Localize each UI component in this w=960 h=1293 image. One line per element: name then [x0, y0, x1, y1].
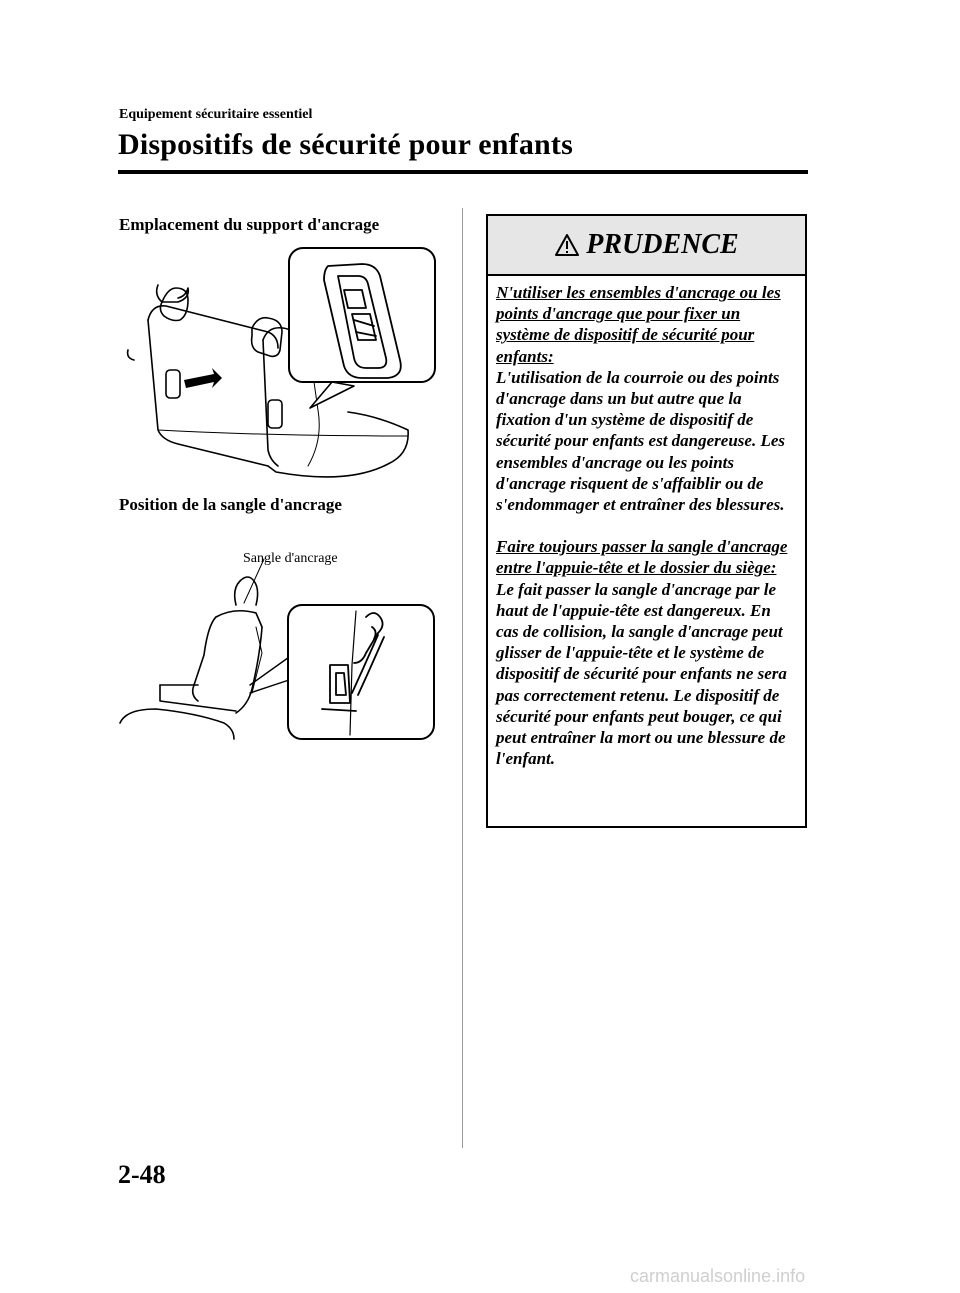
- section-label: Equipement sécuritaire essentiel: [119, 107, 313, 122]
- caution-p1-heading: N'utiliser les ensembles d'ancrage ou les points d'ancrage que pour fixer un système de dispositif de sécurité pour enfants:: [496, 283, 781, 366]
- caution-p2-text: Le fait passer la sangle d'ancrage par le haut de l'appuie-tête est dangereux. En cas de collision, la sangle d'ancrage peut glisser de l'appuie-tête et le système de dispositif de sécurité pour enfants ne sera pas correctement retenu. Le dispositif de sécurité pour enfants peut bouger, ce qui peut entraîner la mort ou une blessure de l'enfant.: [496, 579, 787, 769]
- tether-strap-label: Sangle d'ancrage: [243, 551, 338, 566]
- watermark: carmanualsonline.info: [630, 1266, 806, 1286]
- warning-triangle-icon: [554, 233, 580, 257]
- rear-seat-anchor-figure: [118, 240, 440, 485]
- tether-strap-figure: [116, 545, 438, 745]
- anchor-bracket-location-heading: Emplacement du support d'ancrage: [119, 215, 380, 234]
- caution-box: [486, 214, 807, 828]
- caution-p1-text: L'utilisation de la courroie ou des points d'ancrage dans un but autre que la fixation d'un système de dispositif de sécurité pour enfants est dangereuse. Les ensembles d'ancrage ou les points d'ancrage risquent de s'affaiblir ou de s'endommager et entraîner des blessures.: [496, 367, 785, 515]
- title-rule: [118, 170, 808, 174]
- caution-p2-heading: Faire toujours passer la sangle d'ancrage entre l'appuie-tête et le dossier du siège:: [496, 537, 788, 578]
- caution-body: [488, 276, 805, 769]
- caution-header: [488, 216, 805, 276]
- caution-title: PRUDENCE: [586, 229, 739, 260]
- page-title: Dispositifs de sécurité pour enfants: [118, 128, 573, 161]
- seat-side-illustration: [120, 577, 262, 739]
- strap-position-heading: Position de la sangle d'ancrage: [119, 495, 342, 514]
- page-number: 2-48: [118, 1160, 166, 1189]
- column-divider: [462, 208, 463, 1148]
